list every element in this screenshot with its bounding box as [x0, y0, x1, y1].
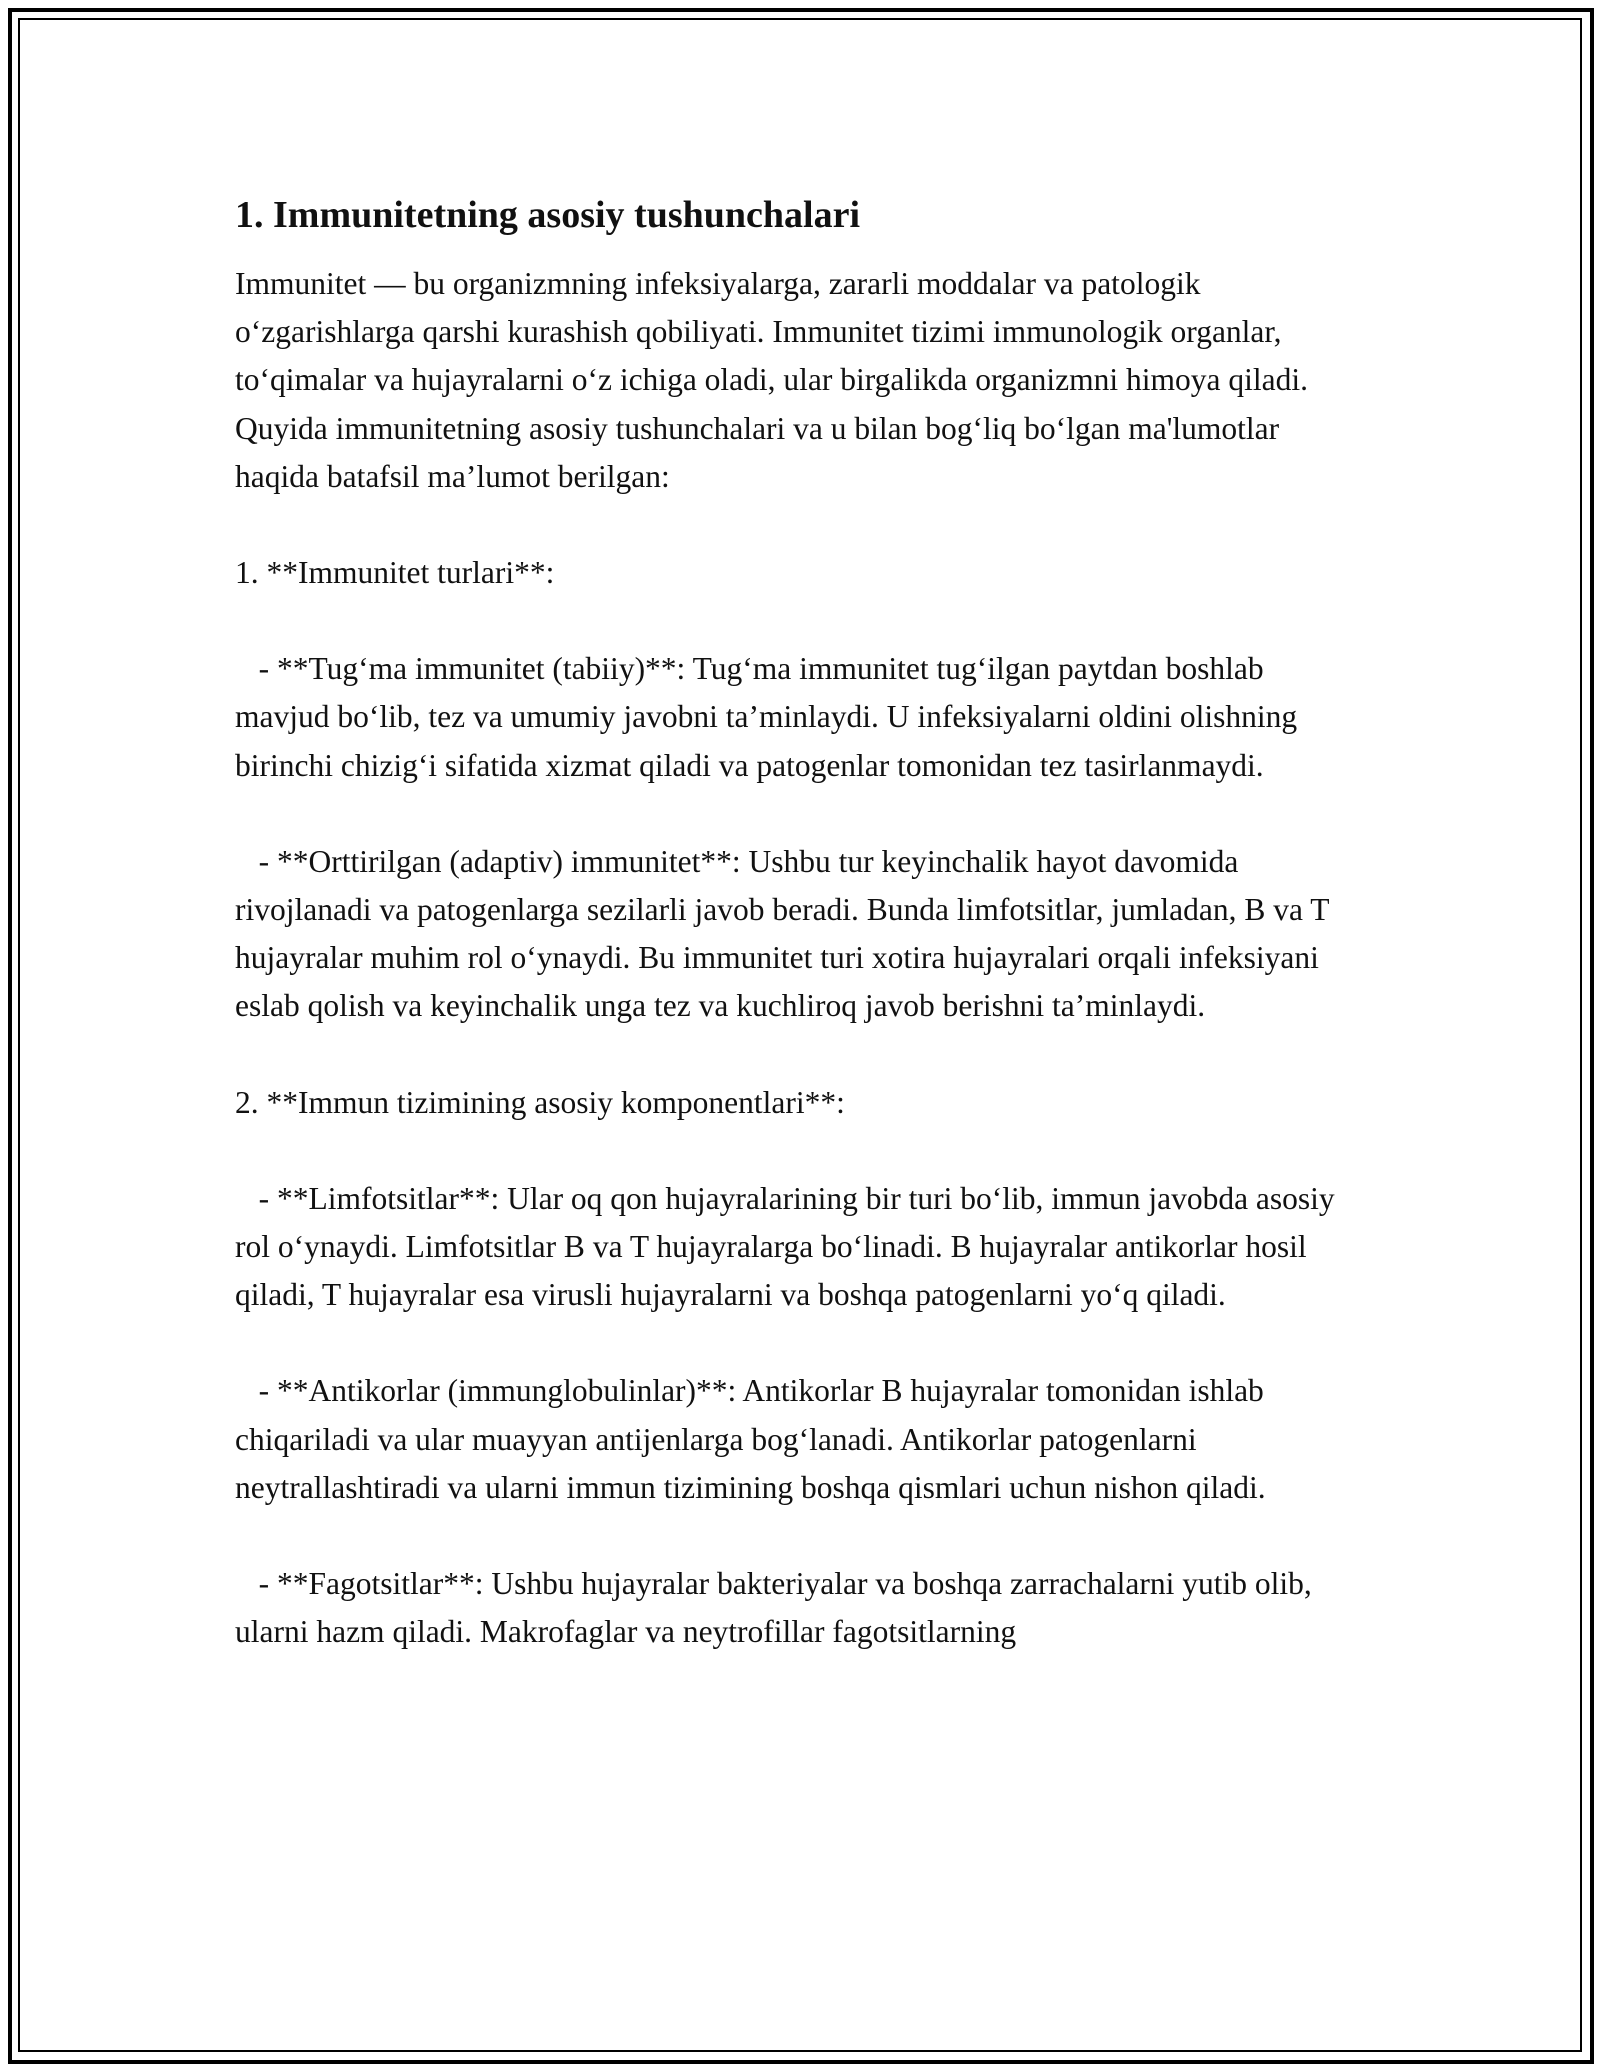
list-item-phagocytes: - **Fagotsitlar**: Ushbu hujayralar bakteriyalar va boshqa zarrachalarni yutib olib, ularni hazm qiladi. Makrofaglar va neytrofillar fagotsitlarning [235, 1566, 1320, 1650]
section-heading-immune-components: 2. **Immun tizimining asosiy komponentlari**: [235, 1084, 845, 1120]
intro-paragraph: Immunitet — bu organizmning infeksiyalarga, zararli moddalar va patologik o‘zgarishlarga qarshi kurashish qobiliyati. Immunitet tizimi immunologik organlar, to‘qimalar va hujayralarni o‘z ichiga oladi, ular birgalikda organizmni himoya qiladi. Quyida immunitetning asosiy tushunchalari va u bilan bog‘liq bo‘lgan ma'lumotlar haqida batafsil ma’lumot berilgan: [235, 266, 1316, 494]
document-body [235, 190, 1365, 1656]
list-item-antibodies: - **Antikorlar (immunglobulinlar)**: Antikorlar B hujayralar tomonidan ishlab chiqariladi va ular muayyan antijenlarga bog‘lanadi. Antikorlar patogenlarni neytrallashtiradi va ularni immun tizimining boshqa qismlari uchun nishon qiladi. [235, 1373, 1272, 1505]
list-item-lymphocytes: - **Limfotsitlar**: Ular oq qon hujayralarining bir turi bo‘lib, immun javobda asosiy rol o‘ynaydi. Limfotsitlar B va T hujayralarga bo‘linadi. B hujayralar antikorlar hosil qiladi, T hujayralar esa virusli hujayralarni va boshqa patogenlarni yo‘q qiladi. [235, 1180, 1343, 1313]
page-title: 1. Immunitetning asosiy tushunchalari [235, 194, 861, 236]
list-item-adaptive-immunity: - **Orttirilgan (adaptiv) immunitet**: Ushbu tur keyinchalik hayot davomida rivojlanadi va patogenlarga sezilarli javob beradi. Bunda limfotsitlar, jumladan, B va T hujayralar muhim rol o‘ynaydi. Bu immunitet turi xotira hujayralari orqali infeksiyani eslab qolish va keyinchalik unga tez va kuchliroq javob berishni ta’minlaydi. [235, 843, 1337, 1024]
section-heading-immunity-types: 1. **Immunitet turlari**: [235, 555, 555, 591]
list-item-innate-immunity: - **Tug‘ma immunitet (tabiiy)**: Tug‘ma immunitet tug‘ilgan paytdan boshlab mavjud bo‘lib, tez va umumiy javobni ta’minlaydi. U infeksiyalarni oldini olishning birinchi chizig‘i sifatida xizmat qiladi va patogenlar tomonidan tez tasirlanmaydi. [235, 651, 1305, 783]
